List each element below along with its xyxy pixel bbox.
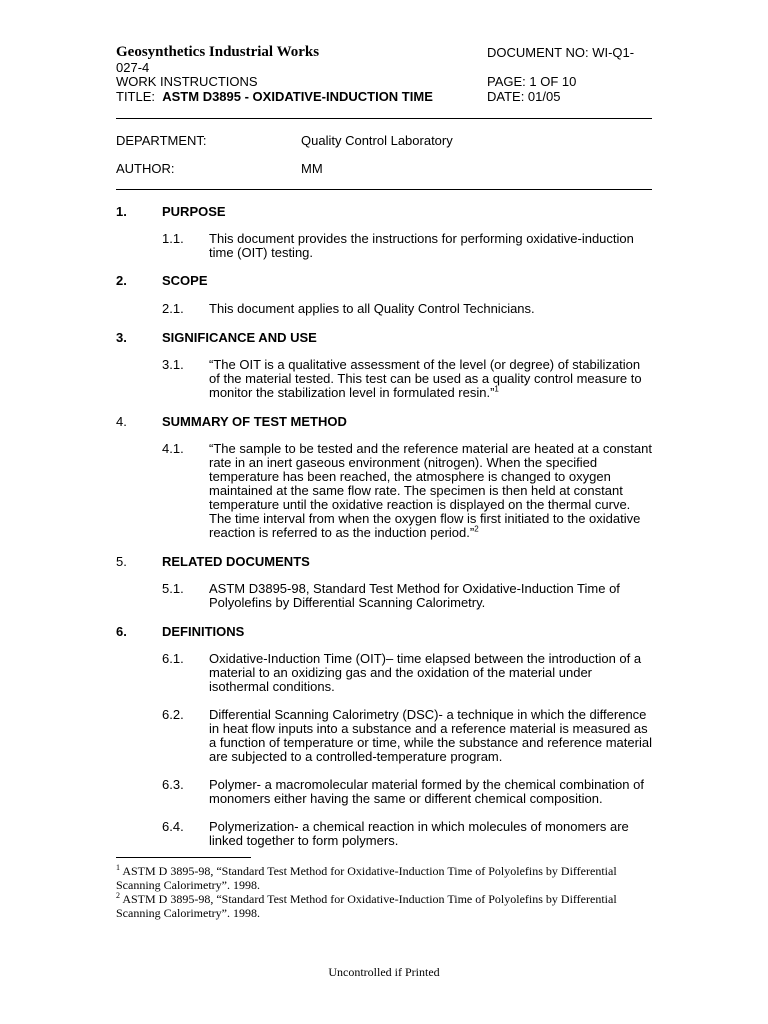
info-divider — [116, 189, 652, 190]
footnote-separator — [116, 857, 251, 858]
section-heading-related-documents: RELATED DOCUMENTS — [162, 554, 310, 569]
author-label: AUTHOR: — [116, 161, 175, 176]
item-number: 6.2. — [162, 707, 184, 722]
footnote-ref: 1 — [494, 384, 499, 394]
footnote-text: ASTM D 3895-98, “Standard Test Method for Oxidative-Induction Time of Polyolefins by Differential Scanning Calorimetry”. 1998. — [116, 864, 617, 892]
summary-text — [209, 442, 653, 540]
item-number: 1.1. — [162, 231, 184, 246]
definition-polymerization: Polymerization- a chemical reaction in which molecules of monomers are linked together to form polymers. — [209, 819, 629, 848]
department-label: DEPARTMENT: — [116, 133, 207, 148]
page-count: PAGE: 1 OF 10 — [487, 74, 577, 89]
scope-text: This document applies to all Quality Control Technicians. — [209, 301, 535, 316]
department-value: Quality Control Laboratory — [301, 133, 453, 148]
item-number: 5.1. — [162, 581, 184, 596]
footnote-text: ASTM D 3895-98, “Standard Test Method for Oxidative-Induction Time of Polyolefins by Differential Scanning Calorimetry”. 1998. — [116, 892, 617, 920]
document-title — [116, 89, 433, 104]
summary-quote: “The sample to be tested and the reference material are heated at a constant rate in an inert gaseous environment (nitrogen). When the specified temperature has been reached, the atmosphere is changed to oxygen maintained at the same flow rate. The specimen is then held at constant temperature until the oxidative reaction is displayed on the thermal curve. The time interval from when the oxygen flow is first initiated to the oxidative reaction is referred to as the induction period.” — [209, 441, 652, 540]
section-number: 6. — [116, 624, 127, 639]
header-divider — [116, 118, 652, 119]
author-value: MM — [301, 161, 323, 176]
footnote-mark: 2 — [116, 891, 120, 900]
document-number-continued: 027-4 — [116, 60, 150, 75]
section-heading-purpose: PURPOSE — [162, 204, 226, 219]
footnote-2 — [116, 892, 656, 920]
related-documents-text: ASTM D3895-98, Standard Test Method for Oxidative-Induction Time of Polyolefins by Differential Scanning Calorimetry. — [209, 581, 620, 610]
definition-oit: Oxidative-Induction Time (OIT)– time elapsed between the introduction of a material to an oxidizing gas and the oxidation of the material under isothermal conditions. — [209, 651, 642, 694]
significance-text — [209, 358, 653, 400]
document-date: DATE: 01/05 — [487, 89, 561, 104]
item-number: 4.1. — [162, 441, 184, 456]
footnote-1 — [116, 864, 656, 892]
page-footer: Uncontrolled if Printed — [328, 965, 440, 979]
item-number: 6.3. — [162, 777, 184, 792]
title-label: TITLE: — [116, 89, 156, 104]
definition-dsc: Differential Scanning Calorimetry (DSC)- a technique in which the difference in heat flow inputs into a substance and a reference material is measured as a function of temperature or time, while the substance and reference material are subjected to a controlled-temperature program. — [209, 707, 652, 764]
title-value: ASTM D3895 - OXIDATIVE-INDUCTION TIME — [162, 89, 433, 104]
section-heading-definitions: DEFINITIONS — [162, 624, 245, 639]
section-number: 1. — [116, 204, 127, 219]
item-number: 6.4. — [162, 819, 184, 834]
section-heading-summary: SUMMARY OF TEST METHOD — [162, 414, 347, 429]
section-number: 4. — [116, 414, 127, 429]
section-number: 3. — [116, 330, 127, 345]
purpose-text: This document provides the instructions for performing oxidative-induction time (OIT) testing. — [209, 231, 634, 260]
item-number: 2.1. — [162, 301, 184, 316]
definition-polymer: Polymer- a macromolecular material formed by the chemical combination of monomers either having the same or different chemical composition. — [209, 777, 644, 806]
section-number: 5. — [116, 554, 127, 569]
significance-quote: “The OIT is a qualitative assessment of the level (or degree) of stabilization of the material tested. This test can be used as a quality control measure to monitor the stabilization level in formulated resin.” — [209, 357, 642, 400]
section-number: 2. — [116, 273, 127, 288]
document-number: DOCUMENT NO: WI-Q1- — [487, 45, 635, 60]
item-number: 6.1. — [162, 651, 184, 666]
work-instructions-label: WORK INSTRUCTIONS — [116, 74, 258, 89]
section-heading-scope: SCOPE — [162, 273, 208, 288]
footnote-mark: 1 — [116, 863, 120, 872]
item-number: 3.1. — [162, 357, 184, 372]
footnote-ref: 2 — [474, 524, 479, 534]
company-name: Geosynthetics Industrial Works — [116, 44, 320, 60]
section-heading-significance: SIGNIFICANCE AND USE — [162, 330, 317, 345]
